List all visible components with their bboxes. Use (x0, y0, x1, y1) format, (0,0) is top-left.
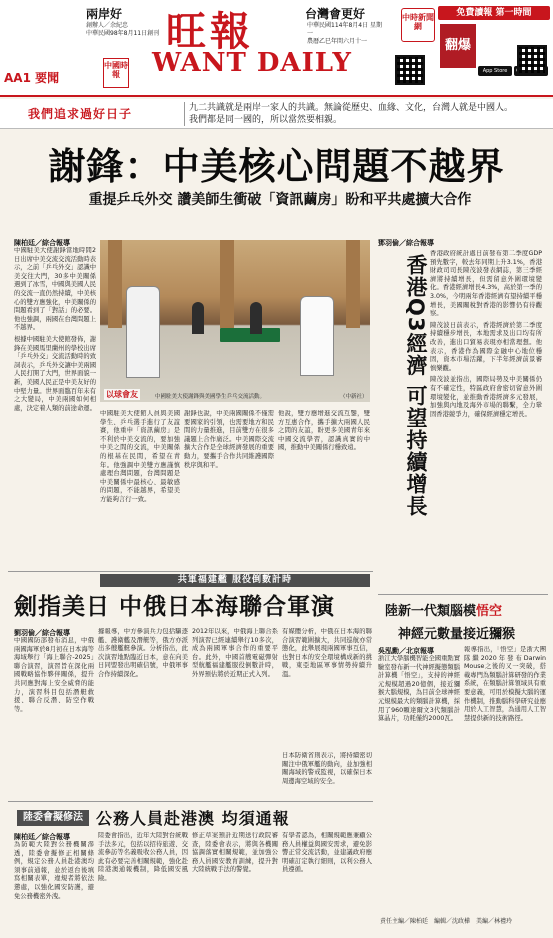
section-divider (378, 594, 548, 595)
military-column-5: 日本防衛省則表示，將持續密切關注中俄軍艦的動向，並加強相關海域的警戒監視，以確保日本周邊海空域的安全。 (282, 752, 372, 785)
free-reading-promo[interactable]: 免費讀報 第一時間 (438, 6, 550, 20)
app-qr-code-icon[interactable] (517, 45, 547, 75)
civil-column-3: 修正草案預計近期送行政院審查，陸委會表示，將與各機關協調落實相關規範，並加強公務人員國安教育訓練，提升對大陸統戰手法的警覺。 (192, 832, 278, 874)
photo-credit: 以球會友 (106, 390, 138, 399)
photo-source: （中新社） (340, 394, 368, 400)
hk-headline[interactable]: 香港Q3經濟 可望持續增長 (404, 254, 428, 517)
military-column-2: 據報導，中方參演兵力包括驅逐艦、護衛艦及潛艇等，俄方亦派出多艘艦艇參演。分析指出，此次演習地點臨近日本，意在向美日同盟發出明確信號，中俄軍事合作持續深化。 (98, 628, 188, 678)
military-column-3: 2012年以來，中俄海上聯合系列演習已經連續舉行10多次，成為兩國軍事合作的重要平台。此外，中國首艘電磁彈射型航艦福建艦服役倒數計時，外界預估將於近期正式入列。 (192, 628, 278, 678)
chinatimes-news-seal: 中時新聞網 (401, 8, 435, 42)
fanbao-app-icon[interactable]: 翻爆 (440, 24, 476, 68)
ai-headline-1[interactable] (385, 600, 502, 619)
app-store-badge[interactable]: App Store (478, 66, 512, 76)
hk-column-1 (430, 250, 542, 570)
section-divider (8, 571, 373, 572)
civil-headline[interactable]: 公務人員赴港澳 均須通報 (96, 809, 290, 828)
photo-pillar (346, 240, 360, 328)
ai-headline-2[interactable]: 神經元數量接近獼猴 (398, 627, 516, 642)
logo-chinese: 旺報 (166, 8, 254, 55)
ai-column-1: 浙江大學腦機智能全國重點實驗室發布新一代神經擬態類腦計算機「悟空」，支持的神經元規模超過20億個，接近獼猴大腦規模，為目前全球神經元規模最大的類腦計算機，採用了960顆達爾文3代類腦計算晶片，功耗僅約2000瓦。 (378, 655, 460, 723)
lead-byline: 陳柏廷／綜合報導 (14, 239, 70, 247)
logo-english: WANT DAILY (152, 48, 352, 78)
civil-banner: 陸委會擬修法 (17, 810, 89, 826)
china-times-seal: 中國時報 (103, 58, 129, 88)
footer-credits: 責任主編／陳柏廷 編輯／沈政樺 美編／林禮玲 (380, 918, 513, 925)
meta-left (86, 22, 166, 38)
lead-column-4: 他說，雙方應增進交流互鑒，雙方互惠合作，攜手擴大兩國人民之間的友誼，盼更多美國青年來中國交流學習，認識真實的中國，推動中美關係行穩致遠。 (278, 410, 370, 452)
lead-photo[interactable] (100, 240, 370, 402)
civil-column-1: 為防範大陸對公務機關滲透，陸委會擬修正相關條例，規定公務人員赴港澳均須事前通報，並於返台後填寫相關表單，違規者將依法懲處，以強化國安防護，避免公務機密外洩。 (14, 841, 94, 900)
slogan-right: 台灣會更好 (305, 7, 366, 21)
photo-player (300, 296, 334, 376)
note-line-2: 我們都是同一國的，所以當然要相親。 (189, 115, 343, 125)
lead-column-3: 謝鋒也說，中美兩國關係不僅需要國家的引領，也需要地方和民間的力量推進，目前雙方在很多議題上合作廣泛。中美國際交流擴大合作是全球經濟發展的重要動力，要攜手合作共同維護國際秩序與和平。 (184, 410, 274, 469)
lead-headline[interactable]: 謝鋒：中美核心問題不越界 (48, 145, 505, 188)
civil-column-4: 有學者認為，相關規範應兼顧公務人員權益與國安需求，避免影響正常交流活動，並建議政府應明確訂定執行細則，以利公務人員遵循。 (282, 832, 372, 874)
section-divider (8, 801, 373, 802)
military-headline[interactable]: 劍指美日 中俄日本海聯合軍演 (14, 594, 336, 620)
meta-founded: 中華民國98年8月11日創刊 (86, 30, 160, 37)
civil-column-2: 陸委會指出，近年大陸對台統戰手法多元，包括以招待旅遊、交流參訪等名義吸收公務人員，因此有必要完善相關規範，強化赴陸港澳通報機制，降低國安風險。 (98, 832, 188, 882)
military-banner: 共軍福建艦 服役倒數計時 (100, 574, 370, 587)
lead-subhead: 重提乒乓外交 讚美師生衝破「資訊繭房」盼和平共處擴大合作 (88, 192, 472, 208)
hk-paragraph-2: 陳茂波日前表示，香港經濟於第二季度持續穩步增長，本地需求及出口均有所改善，進出口貿易表現亦相當理想。他表示，香港作為國際金融中心地位穩固，資本市場活躍，下半年經濟前景審慎樂觀。 (430, 321, 542, 372)
ai-column-2: 報導指出，「悟空」是浙大團隊繼2020年發布Darwin Mouse之後的又一突破，搭載專門為類腦計算研發的作業系統，在類腦計算領域具有重要意義，可用於模擬大腦的運作機制，推動腦科學研究並應用於人工智慧，為通用人工智慧提供新的技術路徑。 (464, 646, 546, 722)
editorial-note (184, 102, 513, 126)
photo-spectator (250, 302, 262, 334)
meta-founder: 創辦人／余紀忠 (86, 22, 129, 29)
note-line-1: 九二共識就是兩岸一家人的共識。無論從歷史、血緣、文化，台灣人就是中國人。 (189, 103, 514, 113)
ai-byline: 吳泓勳／北京報導 (378, 647, 434, 655)
civil-byline: 陳柏廷／綜合報導 (14, 833, 70, 841)
qr-code-icon[interactable] (395, 55, 425, 85)
motto: 我們追求過好日子 (28, 107, 133, 121)
masthead (0, 0, 553, 97)
hk-byline: 鄧羽倫／綜合報導 (378, 239, 434, 247)
ai-headline-1-text: 陸新一代類腦模 (385, 604, 477, 619)
photo-pillar (220, 240, 234, 328)
military-byline: 劉羽倫／綜合報導 (14, 629, 70, 637)
meta-right (307, 22, 387, 46)
page-section-label: AA1 要聞 (4, 71, 60, 85)
lead-column-2: 中國駐美大使館人員與美國學生、乒乓選手進行了友誼賽，他重申「資訊繭房」是不利於中美交流的，要加強中美之間的交流，中美關係的根基在民間，希望在青年。他強調中美雙方應謹慎處理台灣問題，台灣問題是中美關係中最核心、最敏感的問題，不能越界，希望美方能夠言行一致。 (100, 410, 180, 503)
ai-headline-1-highlight: 悟空 (476, 604, 503, 619)
meta-date: 中華民國114年8月4日 星期一 (307, 22, 382, 37)
military-column-4: 有媒體分析，中俄在日本海的聯合演習範圍擴大，共同巡航亦常態化，此舉展現兩國軍事互信，也對日本的安全環境構成新的挑戰，東亞地區軍事情勢持續升溫。 (282, 628, 372, 678)
lead-paragraph-2: 根據中國駐美大使館發佈，謝鋒在美國馬里蘭州的學校出席「乒乓外交」交流活動時的致詞表示，乒乓外交讓中美兩國人民打開了大門，世界面貌一新，美國人民正是中美友好的中堅力量。世界面臨百年未有之大變局，中美兩國如何相處，決定着人類的前途命運。 (14, 335, 96, 412)
photo-pillar (108, 240, 122, 328)
lead-column-1 (14, 247, 96, 567)
hk-paragraph-3: 陳茂波並指出，國際局勢及中美關係仍有不確定性，特區政府會密切留意外圍環境變化，並推動香港經濟多元發展，加強與內地及海外市場的聯繫，全力鞏固香港競爭力，確保經濟穩定增長。 (430, 376, 542, 418)
photo-spectator (192, 302, 204, 334)
photo-player (126, 286, 160, 378)
tagline-bar (0, 99, 553, 129)
meta-lunar: 農曆乙巳年閏六月十一 (307, 38, 368, 45)
lead-paragraph-1: 中國駐美大使謝鋒當地時間2日出席中美交流交流活動時表示，之前「乒乓外交」認識中美交往大門，30多中美關係遇到了冰雪，中國與美國人民的交流一直仍然持續，中美核心的雙方應強化，中美關係的問題看到了「對話」的必要。他也強調，兩國在台灣問題上不越界。 (14, 247, 96, 332)
photo-caption: 中國駐美大使謝鋒與美國學生乒乓交流活動。 (155, 394, 266, 400)
slogan-left: 兩岸好 (86, 7, 123, 21)
military-column-1: 中國國防部發布消息，中俄兩國海軍於8月初在日本海等海域舉行「海上聯合-2025」聯合演習，演習旨在深化兩國戰略協作夥伴關係，提升共同應對海上安全威脅的能力，演習科目包括潛艇救援、聯合反潛、防空作戰等。 (14, 637, 94, 713)
hk-paragraph-1: 香港政府統計處日前發布第二季度GDP預先數字，較去年同期上升3.1%，香港財政司司長陳茂波發表網誌，第三季經濟將持續增長，但需留意外圍環境變化。香港經濟增長4.3%，高於第一季的3.0%，今明兩年香港經濟有望持續平穩增長，美國關稅對香港的影響仍有待觀察。 (430, 250, 542, 318)
